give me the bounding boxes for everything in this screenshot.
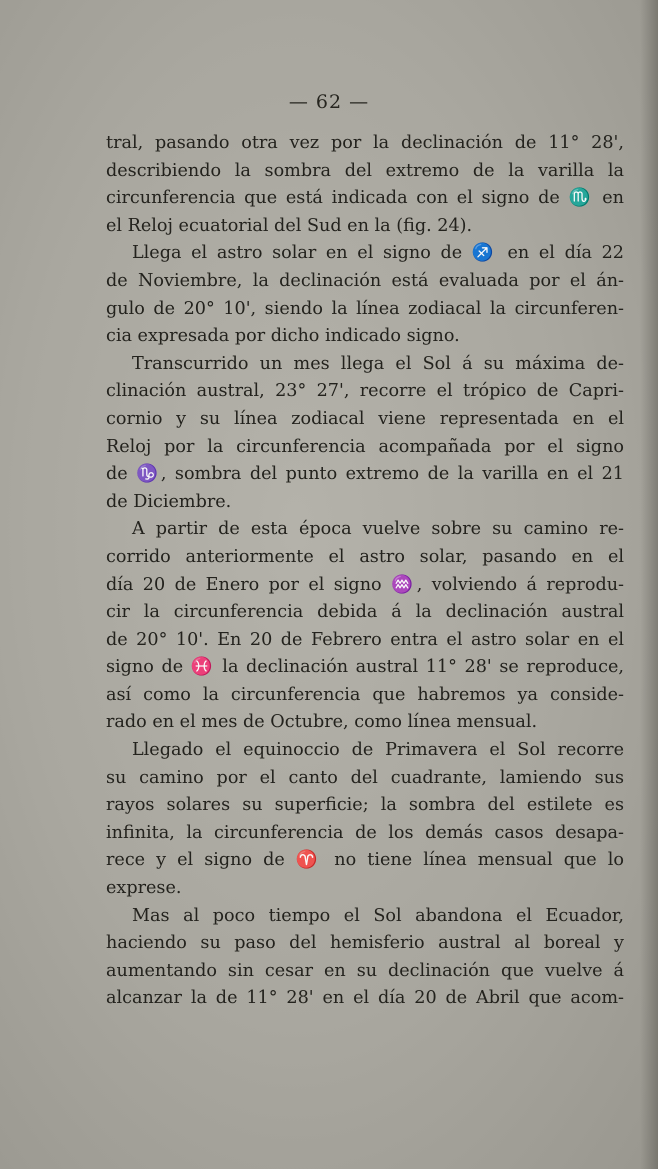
page-edge-shadow xyxy=(640,0,658,1169)
text-line: clinación austral, 23° 27', recorre el trópico de Capri- xyxy=(106,381,624,402)
text-line: Reloj por la circunferencia acompañada por el signo xyxy=(106,436,624,457)
text-line: alcanzar la de 11° 28' en el día 20 de Abril que acom- xyxy=(106,988,624,1009)
text-line: rado en el mes de Octubre, como línea mensual. xyxy=(106,712,538,733)
text-line: de 20° 10'. En 20 de Febrero entra el astro solar en el xyxy=(106,629,624,650)
text-line: Mas al poco tiempo el Sol abandona el Ecuador, xyxy=(132,905,624,926)
text-line: de Diciembre. xyxy=(106,491,232,512)
text-line: Llegado el equinoccio de Primavera el Sol recorre xyxy=(132,740,624,761)
text-line: cia expresada por dicho indicado signo. xyxy=(106,326,460,347)
text-line: signo de ♓ la declinación austral 11° 28' se reproduce, xyxy=(106,657,624,678)
text-line: su camino por el canto del cuadrante, lamiendo sus xyxy=(106,767,624,788)
text-line: exprese. xyxy=(106,878,182,899)
text-line: Transcurrido un mes llega el Sol á su máxima de- xyxy=(132,353,624,374)
text-line: de ♑, sombra del punto extremo de la varilla en el 21 xyxy=(106,464,624,485)
text-line: así como la circunferencia que habremos ya conside- xyxy=(106,684,624,705)
text-line: cir la circunferencia debida á la declinación austral xyxy=(106,602,624,623)
text-line: rece y el signo de ♈ no tiene línea mensual que lo xyxy=(106,850,624,871)
text-line: haciendo su paso del hemisferio austral al boreal y xyxy=(106,933,624,954)
text-line: describiendo la sombra del extremo de la varilla la xyxy=(106,160,624,181)
text-line: el Reloj ecuatorial del Sud en la (fig. 24). xyxy=(106,215,473,236)
text-line: infinita, la circunferencia de los demás casos desapa- xyxy=(106,822,624,843)
text-line: tral, pasando otra vez por la declinación de 11° 28', xyxy=(106,133,624,153)
text-line: de Noviembre, la declinación está evaluada por el án- xyxy=(106,270,624,291)
page-number: — 62 — xyxy=(288,91,370,113)
text-line: rayos solares su superficie; la sombra del estilete es xyxy=(106,795,624,816)
text-line: aumentando sin cesar en su declinación que vuelve á xyxy=(106,960,624,981)
body-text xyxy=(106,130,624,1013)
text-line: circunferencia que está indicada con el signo de ♏ en xyxy=(106,188,624,209)
text-line: gulo de 20° 10', siendo la línea zodiacal la circunferen- xyxy=(106,298,624,319)
text-line: A partir de esta época vuelve sobre su camino re- xyxy=(132,519,624,540)
text-line: día 20 de Enero por el signo ♒, volviendo á reprodu- xyxy=(106,574,624,595)
text-line: corrido anteriormente el astro solar, pasando en el xyxy=(106,546,624,567)
text-line: Llega el astro solar en el signo de ♐ en el día 22 xyxy=(132,243,624,264)
text-line: cornio y su línea zodiacal viene representada en el xyxy=(106,408,624,429)
